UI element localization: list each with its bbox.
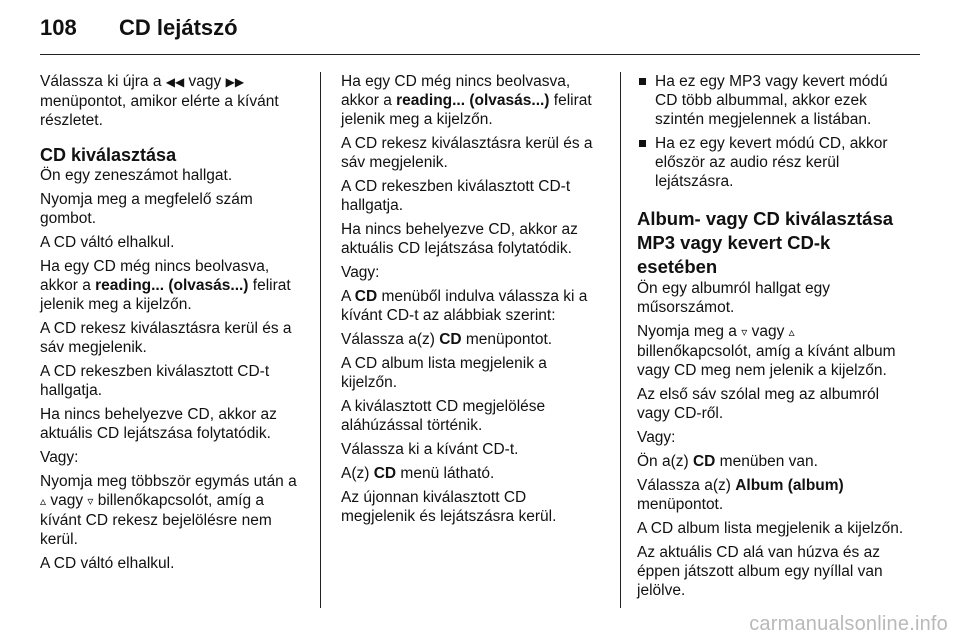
text: Ön a(z) (637, 453, 693, 470)
page-header (40, 14, 920, 54)
menu-name: CD (439, 331, 462, 348)
section-heading-cd-select: CD kiválasztása (40, 145, 177, 165)
column-middle (341, 72, 603, 531)
column-right (637, 72, 905, 605)
paragraph (341, 464, 603, 483)
text: felirat jelenik meg a kijelzőn. (40, 277, 291, 313)
menu-name: CD (354, 288, 378, 305)
text: Nyomja meg a (637, 323, 742, 340)
menu-name: CD (373, 465, 397, 482)
paragraph: Az aktuális CD alá van húzva és az éppen játszott album egy nyíllal van jelölve. (637, 544, 883, 599)
paragraph: Vagy: (341, 264, 380, 281)
up-arrow-icon: ▵ (788, 325, 795, 339)
text: felirat jelenik meg a kijelzőn. (341, 92, 592, 128)
down-arrow-icon: ▿ (87, 494, 94, 508)
text: menüpontot. (461, 331, 553, 348)
text: vagy (747, 323, 789, 340)
display-text: reading... (olvasás...) (95, 277, 249, 294)
text: menüben van. (715, 453, 818, 470)
paragraph (341, 287, 603, 325)
paragraph: A CD váltó elhalkul. (40, 555, 175, 572)
text: Ha egy CD még nincs beolvasva, akkor a (341, 73, 571, 109)
text: vagy (184, 73, 226, 90)
fast-forward-icon: ▶▶ (225, 75, 245, 89)
column-divider-left (320, 72, 321, 608)
paragraph (341, 72, 603, 129)
page-number: 108 (40, 15, 77, 40)
paragraph: Nyomja meg a megfelelő szám gombot. (40, 191, 253, 227)
page-title: CD lejátszó (119, 15, 238, 40)
paragraph: Válassza ki a kívánt CD-t. (341, 441, 519, 458)
paragraph: Vagy: (637, 429, 676, 446)
menu-name: Album (album) (735, 477, 844, 494)
paragraph: Ön egy zeneszámot hallgat. (40, 167, 233, 184)
paragraph: A CD album lista megjelenik a kijelzőn. (341, 355, 547, 391)
paragraph: A CD rekeszben kiválasztott CD-t hallgatja. (341, 178, 571, 214)
rewind-icon: ◀◀ (165, 75, 185, 89)
paragraph (637, 452, 905, 471)
text: A (341, 288, 355, 305)
paragraph: A CD rekesz kiválasztásra kerül és a sáv megjelenik. (341, 135, 593, 171)
paragraph: Ha nincs behelyezve CD, akkor az aktuális CD lejátszása folytatódik. (40, 406, 277, 442)
section-heading-album-select: Album- vagy CD kiválasztása MP3 vagy kevert CD-k esetében (637, 208, 894, 277)
text: billenőkapcsolót, amíg a kívánt CD rekesz bejelölésre nem kerül. (40, 492, 272, 548)
paragraph: A kiválasztott CD megjelölése aláhúzással történik. (341, 398, 546, 434)
paragraph (40, 257, 302, 314)
paragraph: Az újonnan kiválasztott CD megjelenik és lejátszásra kerül. (341, 489, 557, 525)
paragraph (341, 330, 603, 349)
paragraph: A CD rekesz kiválasztásra kerül és a sáv megjelenik. (40, 320, 292, 356)
paragraph: A CD album lista megjelenik a kijelzőn. (637, 520, 904, 537)
text: billenőkapcsolót, amíg a kívánt album vagy CD meg nem jelenik a kijelzőn. (637, 343, 896, 379)
text: menü látható. (396, 465, 495, 482)
text: menüpontot, amikor elérte a kívánt részletet. (40, 93, 279, 129)
text: Válassza a(z) (341, 331, 440, 348)
watermark: carmanualsonline.info (749, 613, 948, 635)
text: A(z) (341, 465, 374, 482)
bullet-list (637, 72, 905, 191)
paragraph (637, 476, 905, 514)
paragraph: A CD váltó elhalkul. (40, 234, 175, 251)
text: menüpontot. (637, 496, 724, 513)
text: Válassza ki újra a (40, 73, 166, 90)
text: menüből indulva válassza ki a kívánt CD-t az alábbiak szerint: (341, 288, 588, 324)
display-text: reading... (olvasás...) (396, 92, 550, 109)
paragraph-search-resume (40, 72, 302, 130)
list-item: Ha ez egy kevert módú CD, akkor először az audio rész kerül lejátszásra. (637, 134, 905, 191)
menu-name: CD (692, 453, 716, 470)
text: vagy (46, 492, 88, 509)
paragraph (40, 472, 302, 549)
paragraph: Az első sáv szólal meg az albumról vagy CD-ről. (637, 386, 880, 422)
paragraph: Ha nincs behelyezve CD, akkor az aktuális CD lejátszása folytatódik. (341, 221, 578, 257)
down-arrow-icon: ▿ (741, 325, 748, 339)
list-item: Ha ez egy MP3 vagy kevert módú CD több albummal, akkor ezek szintén megjelennek a listában. (637, 72, 905, 129)
column-divider-right (620, 72, 621, 608)
paragraph: Vagy: (40, 449, 79, 466)
paragraph: A CD rekeszben kiválasztott CD-t hallgatja. (40, 363, 270, 399)
header-rule (40, 54, 920, 55)
text: Válassza a(z) (637, 477, 736, 494)
column-left (40, 72, 302, 578)
text: Ha egy CD még nincs beolvasva, akkor a (40, 258, 270, 294)
paragraph (637, 322, 905, 380)
paragraph: Ön egy albumról hallgat egy műsorszámot. (637, 280, 831, 316)
up-arrow-icon: ▵ (40, 494, 47, 508)
text: Nyomja meg többször egymás után a (40, 473, 297, 490)
